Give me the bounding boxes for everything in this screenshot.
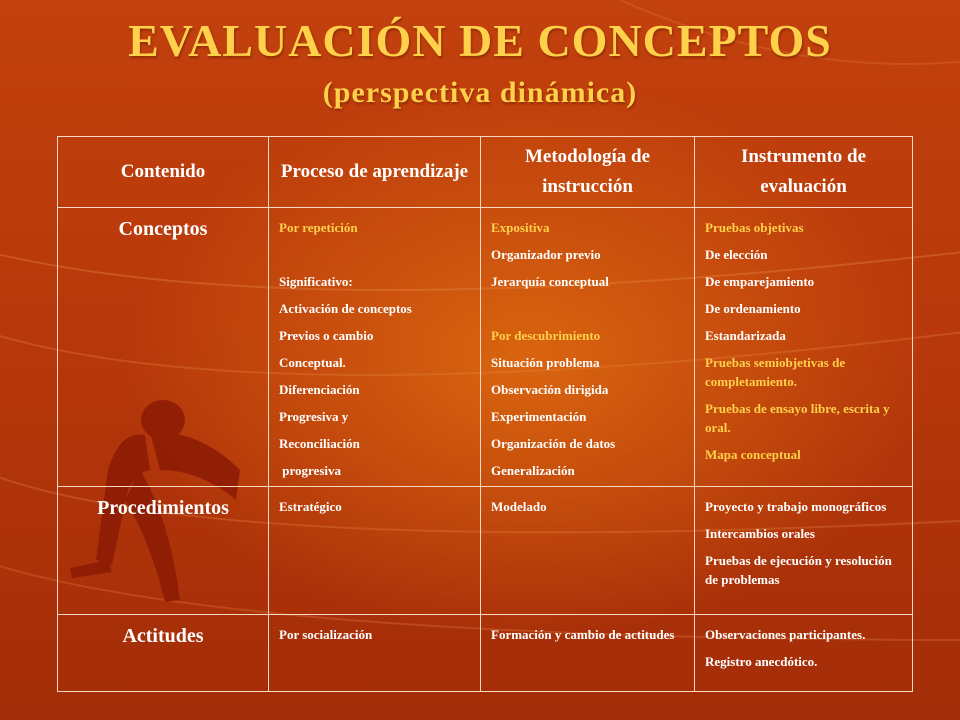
cell-instrumento-actitudes <box>695 615 913 692</box>
metodologia-item: Situación problema <box>491 355 600 370</box>
table-row-conceptos <box>58 208 913 487</box>
instrumento-item: De ordenamiento <box>705 301 801 316</box>
metodologia-item: Expositiva <box>491 220 550 235</box>
instrumento-item: Pruebas de ejecución y resolución de problemas <box>705 553 892 587</box>
table-header-row <box>58 137 913 208</box>
cell-metodologia-actitudes <box>481 615 695 692</box>
header-proceso: Proceso de aprendizaje <box>269 137 481 208</box>
header-metodologia: Metodología de instrucción <box>481 137 695 208</box>
proceso-item: Activación de conceptos <box>279 301 412 316</box>
cell-instrumento-conceptos <box>695 208 913 487</box>
row-label-actitudes: Actitudes <box>58 615 269 692</box>
metodologia-item: Observación dirigida <box>491 382 609 397</box>
proceso-item: progresiva <box>279 463 341 478</box>
row-label-conceptos: Conceptos <box>58 208 269 487</box>
header-contenido: Contenido <box>58 137 269 208</box>
instrumento-item: Intercambios orales <box>705 526 815 541</box>
instrumento-item: De elección <box>705 247 768 262</box>
metodologia-item: Por descubrimiento <box>491 328 601 343</box>
instrumento-item: De emparejamiento <box>705 274 815 289</box>
table-row-procedimientos <box>58 487 913 615</box>
instrumento-item: Pruebas de ensayo libre, escrita y oral. <box>705 401 890 435</box>
slide-title: EVALUACIÓN DE CONCEPTOS <box>128 15 832 66</box>
instrumento-item: Registro anecdótico. <box>705 654 818 669</box>
cell-proceso-conceptos <box>269 208 481 487</box>
spacer <box>491 295 690 322</box>
instrumento-item: Mapa conceptual <box>705 447 801 462</box>
proceso-item: Por repetición <box>279 220 358 235</box>
cell-proceso-procedimientos <box>269 487 481 615</box>
table-row-actitudes <box>58 615 913 692</box>
cell-proceso-actitudes <box>269 615 481 692</box>
proceso-item: Diferenciación <box>279 382 360 397</box>
proceso-item: Estratégico <box>279 499 342 514</box>
instrumento-item: Pruebas semiobjetivas de completamiento. <box>705 355 846 389</box>
header-instrumento: Instrumento de evaluación <box>695 137 913 208</box>
cell-metodologia-conceptos <box>481 208 695 487</box>
metodologia-item: Experimentación <box>491 409 587 424</box>
cell-metodologia-procedimientos <box>481 487 695 615</box>
proceso-item: Conceptual. <box>279 355 346 370</box>
proceso-item: Reconciliación <box>279 436 360 451</box>
metodologia-item: Generalización <box>491 463 575 478</box>
slide-subtitle: (perspectiva dinámica) <box>322 76 638 109</box>
instrumento-item: Proyecto y trabajo monográficos <box>705 499 887 514</box>
metodologia-item: Organizador previo <box>491 247 601 262</box>
proceso-item: Por socialización <box>279 627 373 642</box>
metodologia-item: Organización de datos <box>491 436 616 451</box>
cell-instrumento-procedimientos <box>695 487 913 615</box>
metodologia-item: Jerarquía conceptual <box>491 274 609 289</box>
row-label-procedimientos: Procedimientos <box>58 487 269 615</box>
metodologia-item: Modelado <box>491 499 547 514</box>
instrumento-item: Pruebas objetivas <box>705 220 804 235</box>
instrumento-item: Observaciones participantes. <box>705 627 866 642</box>
instrumento-item: Estandarizada <box>705 328 786 343</box>
evaluation-table <box>57 136 913 692</box>
spacer <box>279 241 476 268</box>
proceso-item: Significativo: <box>279 274 353 289</box>
proceso-item: Previos o cambio <box>279 328 374 343</box>
metodologia-item: Formación y cambio de actitudes <box>491 627 675 642</box>
proceso-item: Progresiva y <box>279 409 349 424</box>
